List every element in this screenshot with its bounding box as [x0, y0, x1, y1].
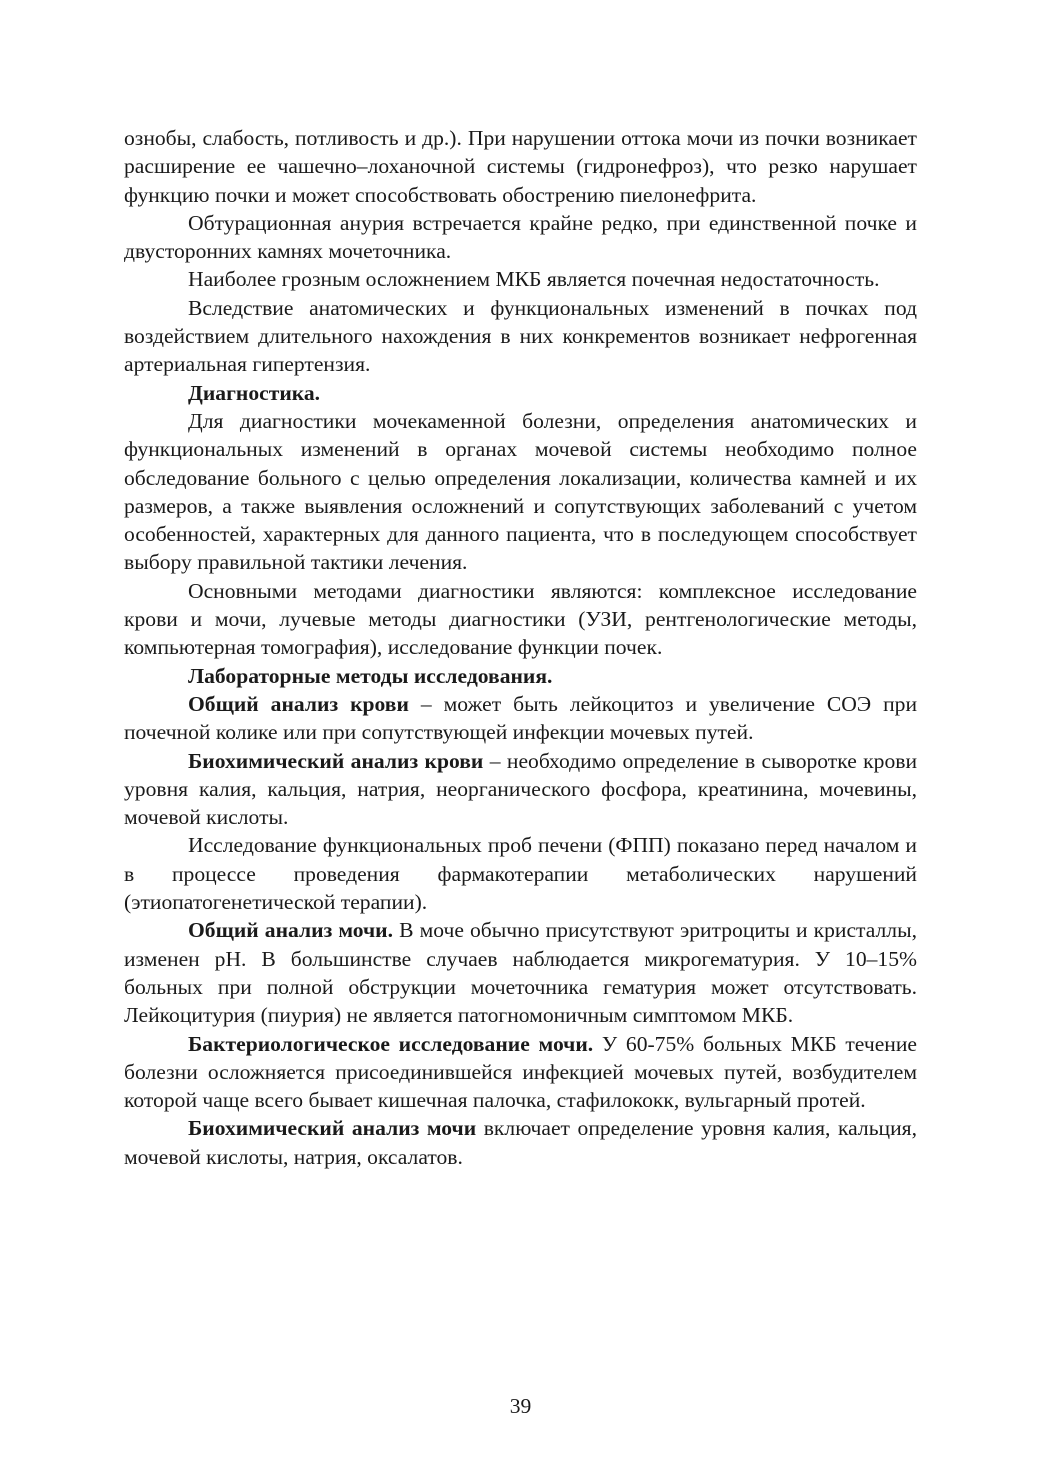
paragraph-diagnostic-methods: [124, 577, 917, 662]
paragraph-biochemical-blood-test: [124, 747, 917, 832]
paragraph-diagnostics-overview: [124, 407, 917, 577]
paragraph-text: ознобы, слабость, потливость и др.). При нарушении оттока мочи из почки возникает расширение ее чашечно–лоханочной системы (гидронефроз), что резко нарушает функцию почки и может способствовать обострению пиелонефрита.: [124, 126, 917, 207]
paragraph-lead: Биохимический анализ крови: [188, 748, 484, 773]
paragraph-general-blood-test: [124, 690, 917, 747]
paragraph-biochemical-urine-test: [124, 1114, 917, 1171]
paragraph-lead: Общий анализ мочи.: [188, 918, 394, 943]
paragraph-lead: Общий анализ крови: [188, 691, 409, 716]
heading-diagnostics: [124, 379, 917, 407]
paragraph-text: Вследствие анатомических и функциональных изменений в почках под воздействием длительного нахождения в них конкрементов возникает нефрогенная артериальная гипертензия.: [124, 295, 917, 377]
paragraph-text: Исследование функциональных проб печени (ФПП) показано перед началом и в процессе проведения фармакотерапии метаболических нарушений (этиопатогенетической терапии).: [124, 833, 917, 915]
heading-text: Диагностика.: [188, 380, 321, 405]
paragraph-text: Основными методами диагностики являются: комплексное исследование крови и мочи, лучевые методы диагностики (УЗИ, рентгенологические методы, компьютерная томография), исследование функции почек.: [124, 578, 917, 660]
paragraph-general-urine-test: [124, 916, 917, 1029]
paragraph-lead: Биохимический анализ мочи: [188, 1116, 477, 1141]
paragraph-text: – необходимо определение в сыворотке крови уровня калия, кальция, натрия, неорганического фосфора, креатинина, мочевины, мочевой кислоты.: [124, 748, 917, 830]
paragraph-text: Обтурационная анурия встречается крайне редко, при единственной почке и двусторонних камнях мочеточника.: [124, 210, 917, 264]
paragraph-obstructive-anuria: [124, 209, 917, 266]
paragraph-hypertension: [124, 294, 917, 379]
paragraph-text: Для диагностики мочекаменной болезни, определения анатомических и функциональных изменений в органах мочевой системы необходимо полное обследование больного с целью определения локализации, количества камней и их размеров, а также выявления осложнений и сопутствующих заболеваний с учетом особенностей, характерных для данного пациента, что в последующем способствует выбору правильной тактики лечения.: [124, 408, 917, 575]
paragraph-text: включает определение уровня калия, кальция, мочевой кислоты, натрия, оксалатов.: [124, 1116, 917, 1169]
paragraph-renal-failure: [124, 265, 917, 293]
paragraph-text: В моче обычно присутствуют эритроциты и кристаллы, изменен pH. В большинстве случаев наблюдается микрогематурия. У 10–15% больных при полной обструкции мочеточника гематурия может отсутствовать. Лейкоцитурия (пиурия) не является патогномоничным симптомом МКБ.: [124, 918, 917, 1028]
paragraph-lead: Бактериологическое исследование мочи.: [188, 1031, 594, 1056]
paragraph-liver-function-tests: [124, 831, 917, 916]
page-number: 39: [509, 1394, 532, 1418]
paragraph-text: – может быть лейкоцитоз и увеличение СОЭ при почечной колике или при сопутствующей инфекции мочевых путей.: [124, 691, 917, 745]
paragraph-text: Наиболее грозным осложнением МКБ является почечная недостаточность.: [188, 267, 880, 292]
page-body: [124, 124, 917, 1171]
paragraph-text: У 60-75% больных МКБ течение болезни осложняется присоединившейся инфекцией мочевых путей, возбудителем которой чаще всего бывает кишечная палочка, стафилококк, вульгарный протей.: [124, 1031, 917, 1113]
paragraph-bacteriological-urine-test: [124, 1030, 917, 1115]
paragraph-continuation: [124, 124, 917, 209]
heading-text: Лабораторные методы исследования.: [188, 663, 553, 688]
heading-lab-methods: [124, 662, 917, 690]
